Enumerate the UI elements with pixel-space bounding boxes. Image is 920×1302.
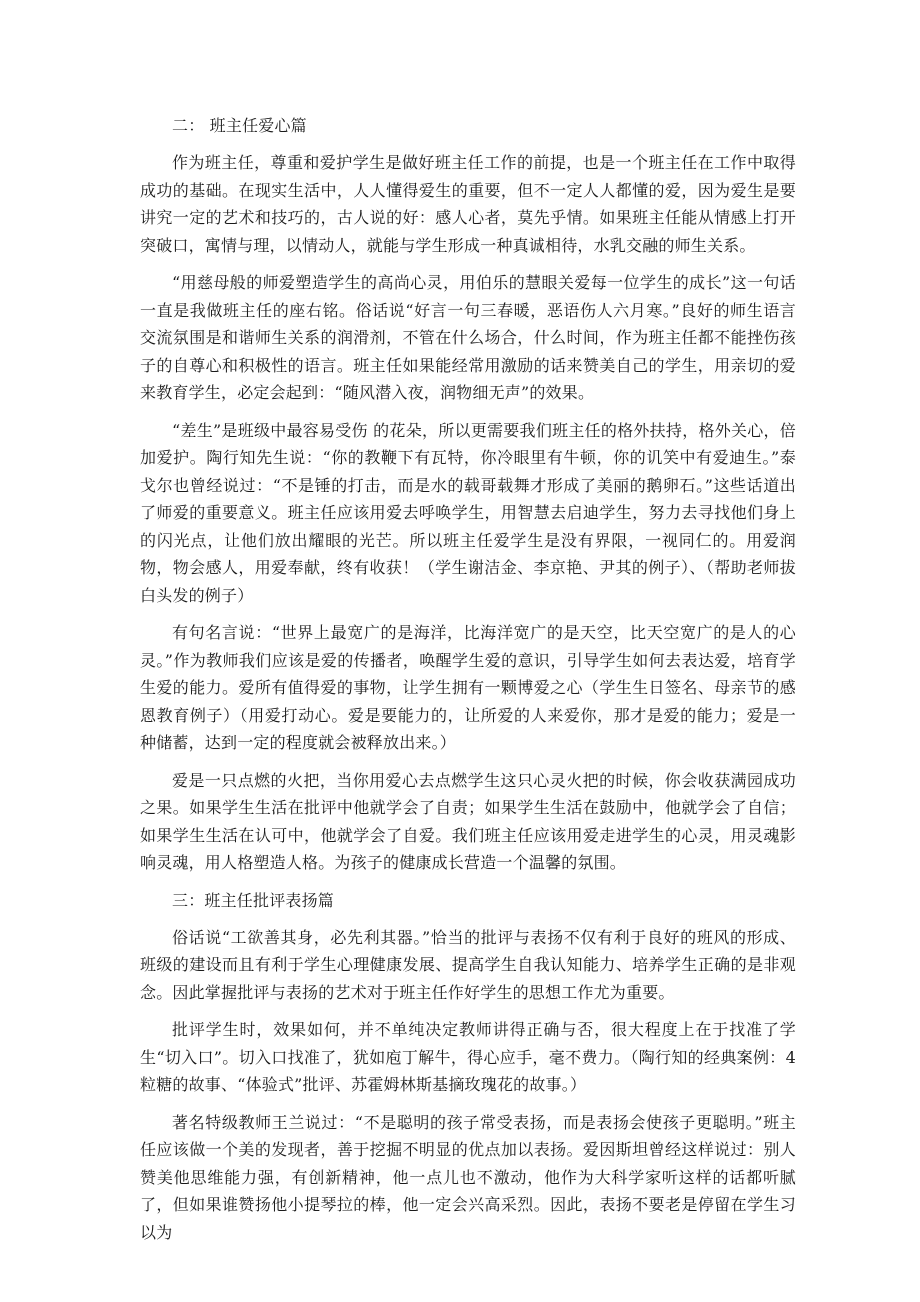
paragraph: 有句名言说：“世界上最宽广的是海洋，比海洋宽广的是天空，比天空宽广的是人的心灵。”作为教师我们应该是爱的传播者，唤醒学生爱的意识，引导学生如何去表达爱，培育学生爱的能力。爱所有值得爱的事物，让学生拥有一颗博爱之心（学生生日签名、母亲节的感恩教育例子）（用爱打动心。爱是要能力的，让所爱的人来爱你，那才是爱的能力；爱是一种储蓄，达到一定的程度就会被释放出来。） [140,623,796,752]
document-body [140,112,796,1256]
section-heading-care: 二： 班主任爱心篇 [172,116,307,135]
section-heading-criticism-praise: 三：班主任批评表扬篇 [172,890,335,910]
paragraph: 著名特级教师王兰说过：“不是聪明的孩子常受表扬，而是表扬会使孩子更聪明。”班主任应该做一个美的发现者，善于挖掘不明显的优点加以表扬。爱因斯坦曾经这样说过：别人赞美他思维能力强，有创新精神，他一点儿也不激动，他作为大科学家听这样的话都听腻了，但如果谁赞扬他小提琴拉的棒，他一定会兴高采烈。因此，表扬不要老是停留在学生习以为 [140,1112,796,1242]
paragraph: 作为班主任，尊重和爱护学生是做好班主任工作的前提，也是一个班主任在工作中取得成功的基础。在现实生活中，人人懂得爱生的重要，但不一定人人都懂的爱，因为爱生是要讲究一定的艺术和技巧的，古人说的好：感人心者，莫先乎情。如果班主任能从情感上打开突破口，寓情与理，以情动人，就能与学生形成一种真诚相待，水乳交融的师生关系。 [140,153,796,255]
paragraph: “差生”是班级中最容易受伤 的花朵，所以更需要我们班主任的格外扶持，格外关心，倍加爱护。陶行知先生说：“你的教鞭下有瓦特，你冷眼里有牛顿，你的讥笑中有爱迪生。”泰戈尔也曾经说过：“不是锤的打击，而是水的载哥载舞才形成了美丽的鹅卵石。”这些话道出了师爱的重要意义。班主任应该用爱去呼唤学生，用智慧去启迪学生，努力去寻找他们身上的闪光点，让他们放出耀眼的光芒。所以班主任爱学生是没有界限，一视同仁的。用爱润物，物会感人，用爱奉献，终有收获！（学生谢洁金、李京艳、尹其的例子）、（帮助老师拔白头发的例子） [140,420,796,605]
paragraph: 爱是一只点燃的火把，当你用爱心去点燃学生这只心灵火把的时候，你会收获满园成功之果。如果学生生活在批评中他就学会了自责；如果学生生活在鼓励中，他就学会了自信；如果学生生活在认可中，他就学会了自爱。我们班主任应该用爱走进学生的心灵，用灵魂影响灵魂，用人格塑造人格。为孩子的健康成长营造一个温馨的氛围。 [140,770,796,872]
paragraph: “用慈母般的师爱塑造学生的高尚心灵，用伯乐的慧眼关爱每一位学生的成长”这一句话一直是我做班主任的座右铭。俗话说“好言一句三春暖，恶语伤人六月寒。”良好的师生语言交流氛围是和谐师生关系的润滑剂，不管在什么场合，什么时间，作为班主任都不能挫伤孩子的自尊心和积极性的语言。班主任如果能经常用激励的话来赞美自己的学生，用亲切的爱来教育学生，必定会起到：“随风潜入夜，润物细无声”的效果。 [140,273,796,402]
paragraph: 俗话说“工欲善其身，必先利其器。”恰当的批评与表扬不仅有利于良好的班风的形成、班级的建设而且有利于学生心理健康发展、提高学生自我认知能力、培养学生正确的是非观念。因此掌握批评与表扬的艺术对于班主任作好学生的思想工作尤为重要。 [140,927,796,1002]
paragraph: 批评学生时，效果如何，并不单纯决定教师讲得正确与否，很大程度上在于找准了学生“切入口”。切入口找准了，犹如庖丁解牛，得心应手，毫不费力。（陶行知的经典案例：4粒糖的故事、“体验式”批评、苏霍姆林斯基摘玫瑰花的故事。） [140,1020,796,1094]
